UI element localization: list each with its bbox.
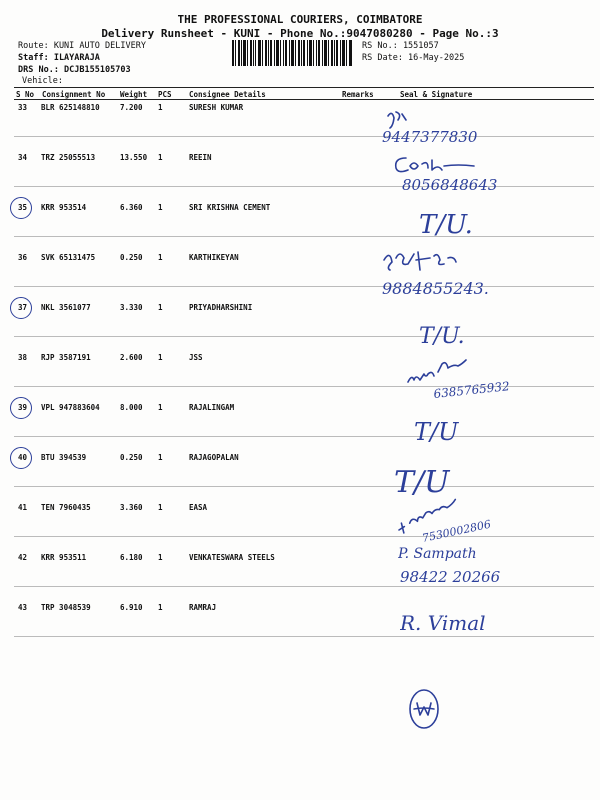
row-sno: 38 — [18, 353, 28, 362]
row-circle-mark — [10, 397, 32, 419]
svg-text:9884855243.: 9884855243. — [382, 279, 489, 298]
row-consignment: TEN 7960435 — [41, 503, 91, 512]
row-sno: 37 — [18, 303, 28, 312]
row-consignment: BLR 625148810 — [41, 103, 100, 112]
row-consignee: RAMRAJ — [189, 603, 217, 612]
svg-text:T/U.: T/U. — [419, 210, 473, 240]
row-weight: 6.180 — [120, 553, 143, 562]
row-consignment: KRR 953511 — [41, 553, 87, 562]
col-pcs: PCS — [158, 90, 172, 99]
row-divider — [14, 236, 594, 237]
signature-39 — [410, 412, 490, 448]
row-consignment: BTU 394539 — [41, 453, 87, 462]
row-weight: 0.250 — [120, 253, 143, 262]
row-weight: 6.360 — [120, 203, 143, 212]
row-consignee: SRI KRISHNA CEMENT — [189, 203, 271, 212]
svg-text:T/U.: T/U. — [419, 324, 465, 349]
route-label: Route: KUNI AUTO DELIVERY — [18, 41, 146, 51]
svg-text:98422 20266: 98422 20266 — [400, 568, 501, 586]
svg-text:T/U: T/U — [394, 465, 450, 498]
row-sno: 41 — [18, 503, 28, 512]
barcode — [232, 40, 352, 66]
signature-37 — [415, 315, 505, 351]
row-weight: 8.000 — [120, 403, 143, 412]
row-consignment: NKL 3561077 — [41, 303, 91, 312]
col-weight: Weight — [120, 90, 148, 99]
staff-label: Staff: ILAYARAJA — [18, 53, 100, 63]
vehicle-label: Vehicle: — [22, 76, 63, 86]
col-consignment: Consignment No — [42, 90, 106, 99]
header-bottom-rule — [14, 99, 594, 100]
signature-40 — [390, 458, 470, 498]
col-consignee: Consignee Details — [189, 90, 266, 99]
signature-42 — [398, 542, 548, 590]
svg-text:6385765932: 6385765932 — [432, 379, 511, 401]
col-remarks: Remarks — [342, 90, 374, 99]
svg-text:P. Sampath: P. Sampath — [398, 546, 477, 562]
col-sno: S No — [16, 90, 35, 99]
svg-text:R. Vimal: R. Vimal — [400, 611, 486, 635]
row-pcs: 1 — [158, 553, 163, 562]
row-sno: 34 — [18, 153, 28, 162]
row-sno: 36 — [18, 253, 28, 262]
row-pcs: 1 — [158, 603, 163, 612]
row-pcs: 1 — [158, 403, 163, 412]
signature-36 — [378, 246, 518, 300]
row-weight: 3.330 — [120, 303, 143, 312]
row-pcs: 1 — [158, 103, 163, 112]
row-divider — [14, 286, 594, 287]
row-sno: 35 — [18, 203, 28, 212]
rs-number: RS No.: 1551057 — [362, 41, 439, 51]
col-signature: Seal & Signature — [400, 90, 473, 99]
initials-mark — [406, 687, 442, 731]
row-circle-mark — [10, 197, 32, 219]
row-consignee: KARTHIKEYAN — [189, 253, 239, 262]
row-weight: 13.550 — [120, 153, 148, 162]
signature-34 — [392, 152, 522, 196]
row-sno: 40 — [18, 453, 28, 462]
row-pcs: 1 — [158, 353, 163, 362]
row-divider — [14, 636, 594, 637]
rs-date: RS Date: 16-May-2025 — [362, 53, 465, 63]
row-consignee: RAJALINGAM — [189, 403, 235, 412]
row-sno: 42 — [18, 553, 28, 562]
drs-number: DRS No.: DCJB155105703 — [18, 65, 131, 75]
company-title: THE PROFESSIONAL COURIERS, COIMBATORE — [177, 13, 423, 26]
row-sno: 43 — [18, 603, 28, 612]
signature-43 — [400, 604, 490, 640]
row-consignee: VENKATESWARA STEELS — [189, 553, 275, 562]
header-top-rule — [14, 87, 594, 88]
row-circle-mark — [10, 297, 32, 319]
runsheet-subtitle: Delivery Runsheet - KUNI - Phone No.:9047080280 - Page No.:3 — [101, 27, 499, 40]
row-divider — [14, 136, 594, 137]
row-pcs: 1 — [158, 153, 163, 162]
row-consignment: TRZ 25055513 — [41, 153, 96, 162]
row-divider — [14, 336, 594, 337]
row-consignee: PRIYADHARSHINI — [189, 303, 253, 312]
svg-text:9447377830: 9447377830 — [382, 128, 478, 146]
row-weight: 7.200 — [120, 103, 143, 112]
row-sno: 39 — [18, 403, 28, 412]
row-sno: 33 — [18, 103, 28, 112]
row-pcs: 1 — [158, 453, 163, 462]
row-divider — [14, 486, 594, 487]
signature-41 — [395, 500, 545, 550]
row-divider — [14, 536, 594, 537]
row-divider — [14, 186, 594, 187]
row-consignee: JSS — [189, 353, 203, 362]
row-divider — [14, 386, 594, 387]
row-consignment: TRP 3048539 — [41, 603, 91, 612]
row-divider — [14, 436, 594, 437]
row-pcs: 1 — [158, 503, 163, 512]
row-weight: 6.910 — [120, 603, 143, 612]
row-weight: 3.360 — [120, 503, 143, 512]
row-pcs: 1 — [158, 253, 163, 262]
row-weight: 2.600 — [120, 353, 143, 362]
svg-text:7530002806: 7530002806 — [420, 517, 493, 545]
row-consignee: SURESH KUMAR — [189, 103, 244, 112]
signature-33 — [380, 108, 510, 148]
row-weight: 0.250 — [120, 453, 143, 462]
row-pcs: 1 — [158, 303, 163, 312]
row-consignment: KRR 953514 — [41, 203, 87, 212]
row-consignee: EASA — [189, 503, 208, 512]
row-consignee: REEIN — [189, 153, 212, 162]
row-consignment: SVK 65131475 — [41, 253, 96, 262]
row-consignment: VPL 947883604 — [41, 403, 100, 412]
row-pcs: 1 — [158, 203, 163, 212]
row-consignee: RAJAGOPALAN — [189, 453, 239, 462]
row-circle-mark — [10, 447, 32, 469]
signature-38 — [404, 350, 524, 402]
svg-text:T/U: T/U — [414, 418, 459, 446]
row-consignment: RJP 3587191 — [41, 353, 91, 362]
row-divider — [14, 586, 594, 587]
svg-text:8056848643: 8056848643 — [402, 176, 498, 194]
